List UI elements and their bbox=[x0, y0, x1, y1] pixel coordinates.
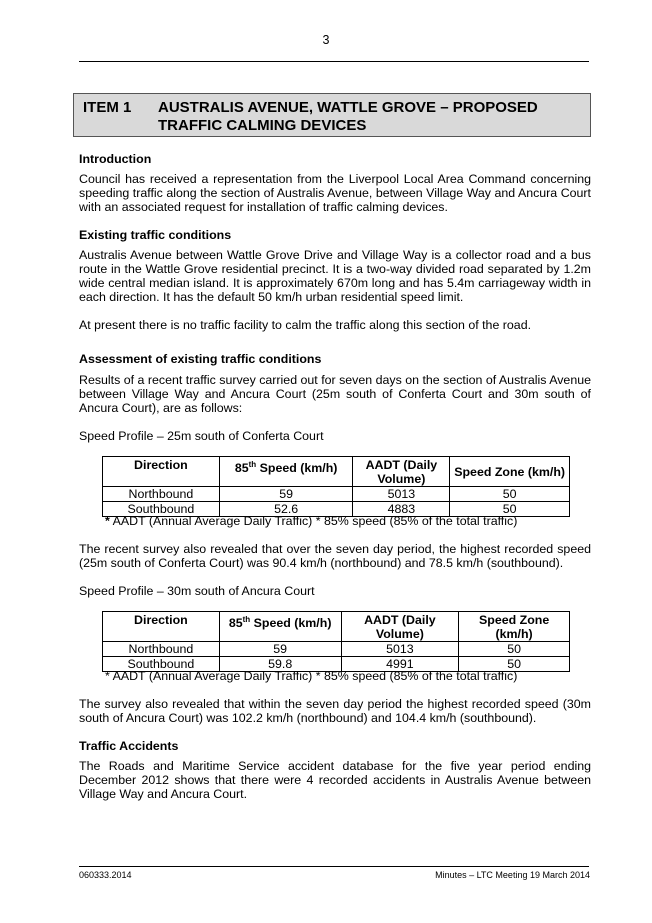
cell-aadt: 4883 bbox=[353, 502, 450, 517]
cell-speed: 59 bbox=[219, 642, 341, 657]
accidents-heading: Traffic Accidents bbox=[79, 739, 179, 753]
cell-aadt: 5013 bbox=[341, 642, 459, 657]
speed-profile-table-2 bbox=[102, 611, 570, 672]
cell-direction: Southbound bbox=[103, 502, 220, 517]
header-aadt: AADT (Daily Volume) bbox=[353, 457, 450, 487]
header-speed-zone: Speed Zone (km/h) bbox=[450, 457, 570, 487]
table-note-1: * AADT (Annual Average Daily Traffic) * 85% speed (85% of the total traffic) bbox=[105, 514, 518, 528]
cell-zone: 50 bbox=[459, 657, 570, 672]
cell-direction: Southbound bbox=[103, 657, 220, 672]
item-number: ITEM 1 bbox=[83, 99, 132, 116]
cell-aadt: 5013 bbox=[353, 487, 450, 502]
cell-zone: 50 bbox=[459, 642, 570, 657]
cell-speed: 59.8 bbox=[219, 657, 341, 672]
header-direction: Direction bbox=[103, 457, 220, 487]
table-header-row bbox=[103, 457, 570, 487]
header-direction: Direction bbox=[103, 612, 220, 642]
introduction-text: Council has received a representation from the Liverpool Local Area Command concerning speeding traffic along the section of Australis Avenue, between Village Way and Ancura Court with an associated request for installation of traffic calming devices. bbox=[79, 172, 591, 214]
speed-profile-caption-2: Speed Profile – 30m south of Ancura Court bbox=[79, 584, 315, 598]
existing-conditions-text: Australis Avenue between Wattle Grove Drive and Village Way is a collector road and a bus route in the Wattle Grove residential precinct. It is a two-way divided road separated by 1.2m wide central median island. It is approximately 670m long and has 5.4m carriageway width in each direction. It has the default 50 km/h urban residential speed limit. bbox=[79, 248, 591, 304]
table-header-row bbox=[103, 612, 570, 642]
no-facility-text: At present there is no traffic facility to calm the traffic along this section of the road. bbox=[79, 318, 532, 332]
introduction-heading: Introduction bbox=[79, 152, 152, 166]
footer-divider bbox=[79, 866, 589, 867]
existing-conditions-heading: Existing traffic conditions bbox=[79, 228, 232, 242]
header-speed: 85th Speed (km/h) bbox=[219, 457, 353, 487]
cell-zone: 50 bbox=[450, 502, 570, 517]
assessment-heading: Assessment of existing traffic conditions bbox=[79, 352, 322, 366]
survey-result-text-1: The recent survey also revealed that over the seven day period, the highest recorded speed (25m south of Conferta Court) was 90.4 km/h (northbound) and 78.5 km/h (southbound). bbox=[79, 542, 591, 570]
cell-direction: Northbound bbox=[103, 487, 220, 502]
cell-aadt: 4991 bbox=[341, 657, 459, 672]
footer-meeting-label: Minutes – LTC Meeting 19 March 2014 bbox=[435, 870, 590, 880]
table-row bbox=[103, 642, 570, 657]
table-note-2: * AADT (Annual Average Daily Traffic) * 85% speed (85% of the total traffic) bbox=[105, 669, 518, 683]
cell-speed: 59 bbox=[219, 487, 353, 502]
header-speed-zone: Speed Zone (km/h) bbox=[459, 612, 570, 642]
speed-profile-table-1 bbox=[102, 456, 570, 517]
cell-direction: Northbound bbox=[103, 642, 220, 657]
item-title: AUSTRALIS AVENUE, WATTLE GROVE – PROPOSED TRAFFIC CALMING DEVICES bbox=[158, 99, 538, 134]
assessment-text: Results of a recent traffic survey carried out for seven days on the section of Australis Avenue between Village Way and Ancura Court (25m south of Conferta Court and 30m south of Ancura Court), are as follows: bbox=[79, 373, 591, 415]
cell-zone: 50 bbox=[450, 487, 570, 502]
header-speed: 85th Speed (km/h) bbox=[219, 612, 341, 642]
header-aadt: AADT (Daily Volume) bbox=[341, 612, 459, 642]
footer-document-number: 060333.2014 bbox=[79, 870, 132, 880]
accidents-text: The Roads and Maritime Service accident database for the five year period ending December 2012 shows that there were 4 recorded accidents in Australis Avenue between Village Way and Ancura Court. bbox=[79, 759, 591, 801]
cell-speed: 52.6 bbox=[219, 502, 353, 517]
page-number: 3 bbox=[322, 33, 330, 47]
survey-result-text-2: The survey also revealed that within the seven day period the highest recorded speed (30m south of Ancura Court) was 102.2 km/h (northbound) and 104.4 km/h (southbound). bbox=[79, 697, 591, 725]
table-row bbox=[103, 487, 570, 502]
top-divider bbox=[79, 61, 589, 62]
item-header-box bbox=[73, 93, 591, 137]
speed-profile-caption-1: Speed Profile – 25m south of Conferta Court bbox=[79, 429, 324, 443]
